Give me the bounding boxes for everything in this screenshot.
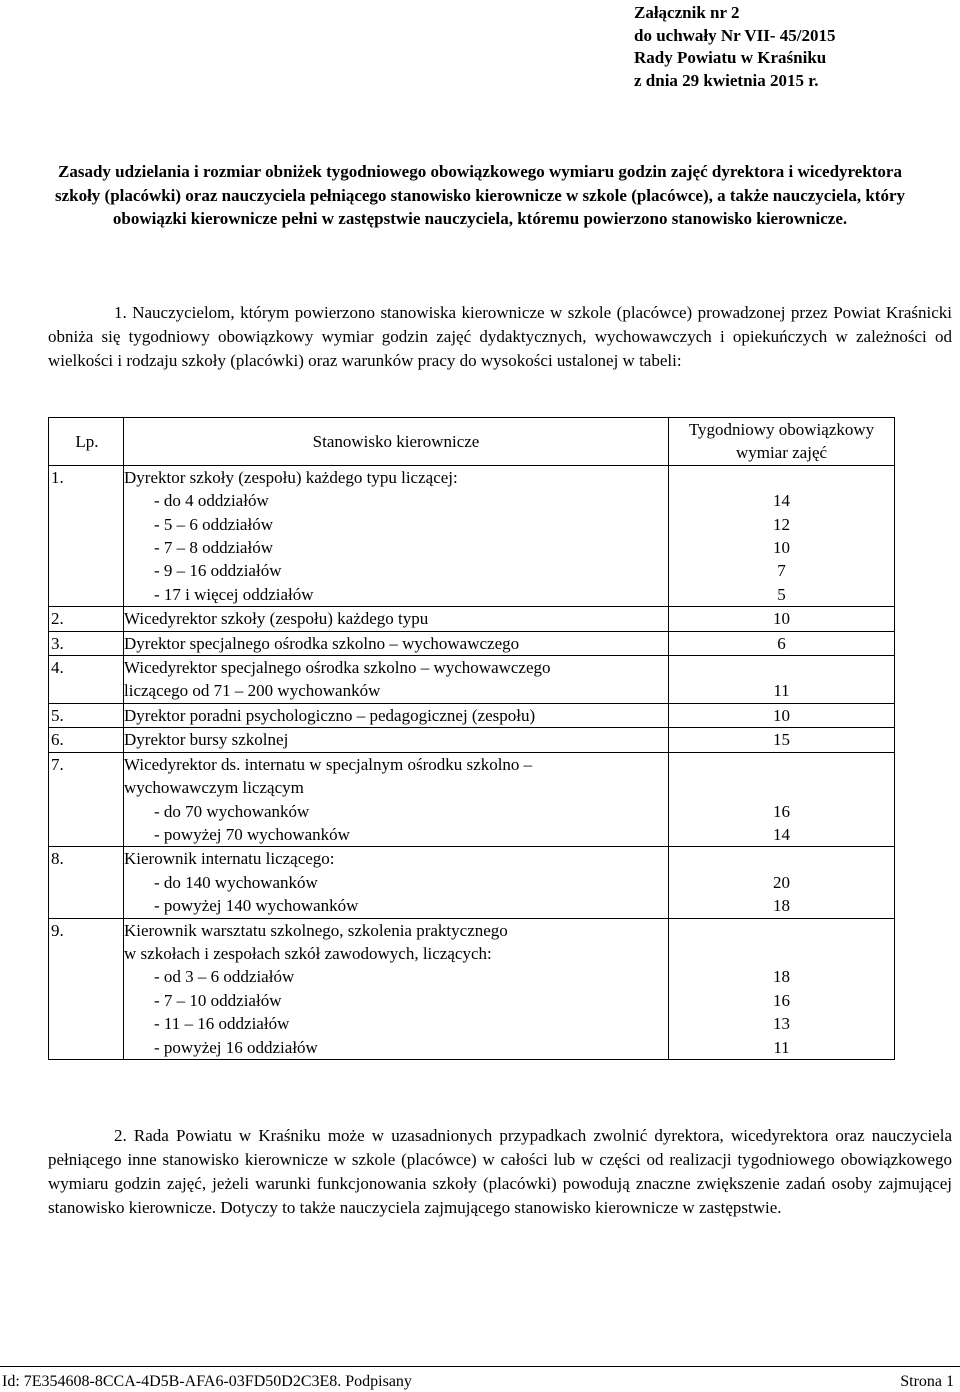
sub-item: - do 70 wychowanków xyxy=(154,801,310,821)
sub-item: - do 140 wychowanków xyxy=(154,872,318,892)
table-row xyxy=(49,631,895,655)
sub-value: 16 xyxy=(773,990,790,1010)
row-text: Dyrektor szkoły (zespołu) każdego typu liczącej: xyxy=(124,467,458,487)
row-text: Kierownik internatu liczącego: xyxy=(124,849,335,869)
row-text: Kierownik warsztatu szkolnego, szkolenia praktycznego xyxy=(124,920,508,940)
row-value: 10 xyxy=(669,607,895,631)
row-text: Dyrektor poradni psychologiczno – pedagogicznej (zespołu) xyxy=(124,703,669,727)
sub-item: - 7 – 10 oddziałów xyxy=(154,990,282,1010)
row-lp: 6. xyxy=(49,728,124,752)
row-lp: 4. xyxy=(49,656,124,704)
sub-item: - powyżej 16 oddziałów xyxy=(154,1037,318,1057)
row-lp: 7. xyxy=(49,752,124,847)
header-lp: Lp. xyxy=(49,418,124,466)
row-text: Wicedyrektor specjalnego ośrodka szkolno – wychowawczego xyxy=(124,658,551,678)
row-text: Dyrektor bursy szkolnej xyxy=(124,728,669,752)
sub-item: - 7 – 8 oddziałów xyxy=(154,538,273,558)
document-title: Zasady udzielania i rozmiar obniżek tygodniowego obowiązkowego wymiaru godzin zajęć dyrektora i wicedyrektora szkoły (placówki) oraz nauczyciela pełniącego stanowisko kierownicze w szkole (placówce), a także nauczyciela, który obowiązki kierownicze pełni w zastępstwie nauczyciela, któremu powierzono stanowisko kierownicze. xyxy=(54,162,906,228)
row-text: Wicedyrektor szkoły (zespołu) każdego typu xyxy=(124,607,669,631)
paragraph-2: 2. Rada Powiatu w Kraśniku może w uzasadnionych przypadkach zwolnić dyrektora, wicedyrektora oraz nauczyciela pełniącego inne stanowisko kierownicze w szkole (placówce) w całości lub w części od realizacji tygodniowego obowiązkowego wymiaru godzin zajęć, jeżeli warunki funkcjonowania szkoły (placówki) powodują znaczne zwiększenie zadań osoby zajmującej stanowisko kierownicze. Dotyczy to także nauczyciela zajmującego stanowisko kierownicze w zastępstwie. xyxy=(48,1126,952,1217)
row-value: 10 xyxy=(669,703,895,727)
row-lp: 1. xyxy=(49,465,124,606)
header-hours: Tygodniowy obowiązkowy wymiar zajęć xyxy=(669,418,895,466)
document-id: Id: 7E354608-8CCA-4D5B-AFA6-03FD50D2C3E8. Podpisany xyxy=(2,1373,412,1390)
row-value: 11 xyxy=(773,681,790,701)
row-lp: 9. xyxy=(49,918,124,1059)
row-value: 15 xyxy=(669,728,895,752)
page-footer xyxy=(0,1366,960,1390)
table-row xyxy=(49,918,895,1059)
sub-item: - 5 – 6 oddziałów xyxy=(154,514,273,534)
sub-value: 14 xyxy=(773,824,790,844)
sub-item: - powyżej 70 wychowanków xyxy=(154,824,350,844)
resolution-number: do uchwały Nr VII- 45/2015 xyxy=(634,25,836,45)
table-row xyxy=(49,847,895,918)
paragraph-1: 1. Nauczycielom, którym powierzono stanowiska kierownicze w szkole (placówce) prowadzonej przez Powiat Kraśnicki obniża się tygodniowy obowiązkowy wymiar godzin zajęć dydaktycznych, wychowawczych i opiekuńczych w zależności od wielkości i rodzaju szkoły (placówki) oraz warunków pracy do wysokości ustalonej w tabeli: xyxy=(48,303,952,370)
sub-item: - 9 – 16 oddziałów xyxy=(154,561,282,581)
attachment-number: Załącznik nr 2 xyxy=(634,3,740,22)
row-lp: 8. xyxy=(49,847,124,918)
table-row xyxy=(49,465,895,606)
sub-item: - powyżej 140 wychowanków xyxy=(154,896,359,916)
sub-value: 14 xyxy=(773,491,790,511)
sub-value: 12 xyxy=(773,514,790,534)
sub-value: 13 xyxy=(773,1014,790,1034)
reduction-table xyxy=(48,417,895,1060)
sub-item: - 11 – 16 oddziałów xyxy=(154,1014,290,1034)
attachment-header xyxy=(634,2,836,92)
table-row xyxy=(49,607,895,631)
sub-value: 20 xyxy=(773,872,790,892)
sub-value: 5 xyxy=(777,584,786,604)
table-header-row xyxy=(49,418,895,466)
row-text: wychowawczym liczącym xyxy=(124,778,304,798)
sub-value: 11 xyxy=(773,1037,790,1057)
council-name: Rady Powiatu w Kraśniku xyxy=(634,48,827,67)
table-row xyxy=(49,703,895,727)
sub-value: 16 xyxy=(773,801,790,821)
resolution-date: z dnia 29 kwietnia 2015 r. xyxy=(634,70,819,90)
header-position: Stanowisko kierownicze xyxy=(124,418,669,466)
sub-value: 18 xyxy=(773,896,790,916)
row-text: liczącego od 71 – 200 wychowanków xyxy=(124,681,381,701)
table-row xyxy=(49,728,895,752)
sub-item: - do 4 oddziałów xyxy=(154,491,269,511)
sub-value: 18 xyxy=(773,967,790,987)
sub-item: - 17 i więcej oddziałów xyxy=(154,584,314,604)
page-number: Strona 1 xyxy=(900,1373,954,1390)
row-lp: 2. xyxy=(49,607,124,631)
row-value: 6 xyxy=(669,631,895,655)
row-lp: 3. xyxy=(49,631,124,655)
sub-item: - od 3 – 6 oddziałów xyxy=(154,967,295,987)
row-text: Dyrektor specjalnego ośrodka szkolno – wychowawczego xyxy=(124,631,669,655)
row-text: w szkołach i zespołach szkół zawodowych, liczących: xyxy=(124,943,492,963)
row-text: Wicedyrektor ds. internatu w specjalnym ośrodku szkolno – xyxy=(124,754,533,774)
sub-value: 10 xyxy=(773,538,790,558)
table-row xyxy=(49,656,895,704)
row-lp: 5. xyxy=(49,703,124,727)
table-row xyxy=(49,752,895,847)
sub-value: 7 xyxy=(777,561,786,581)
